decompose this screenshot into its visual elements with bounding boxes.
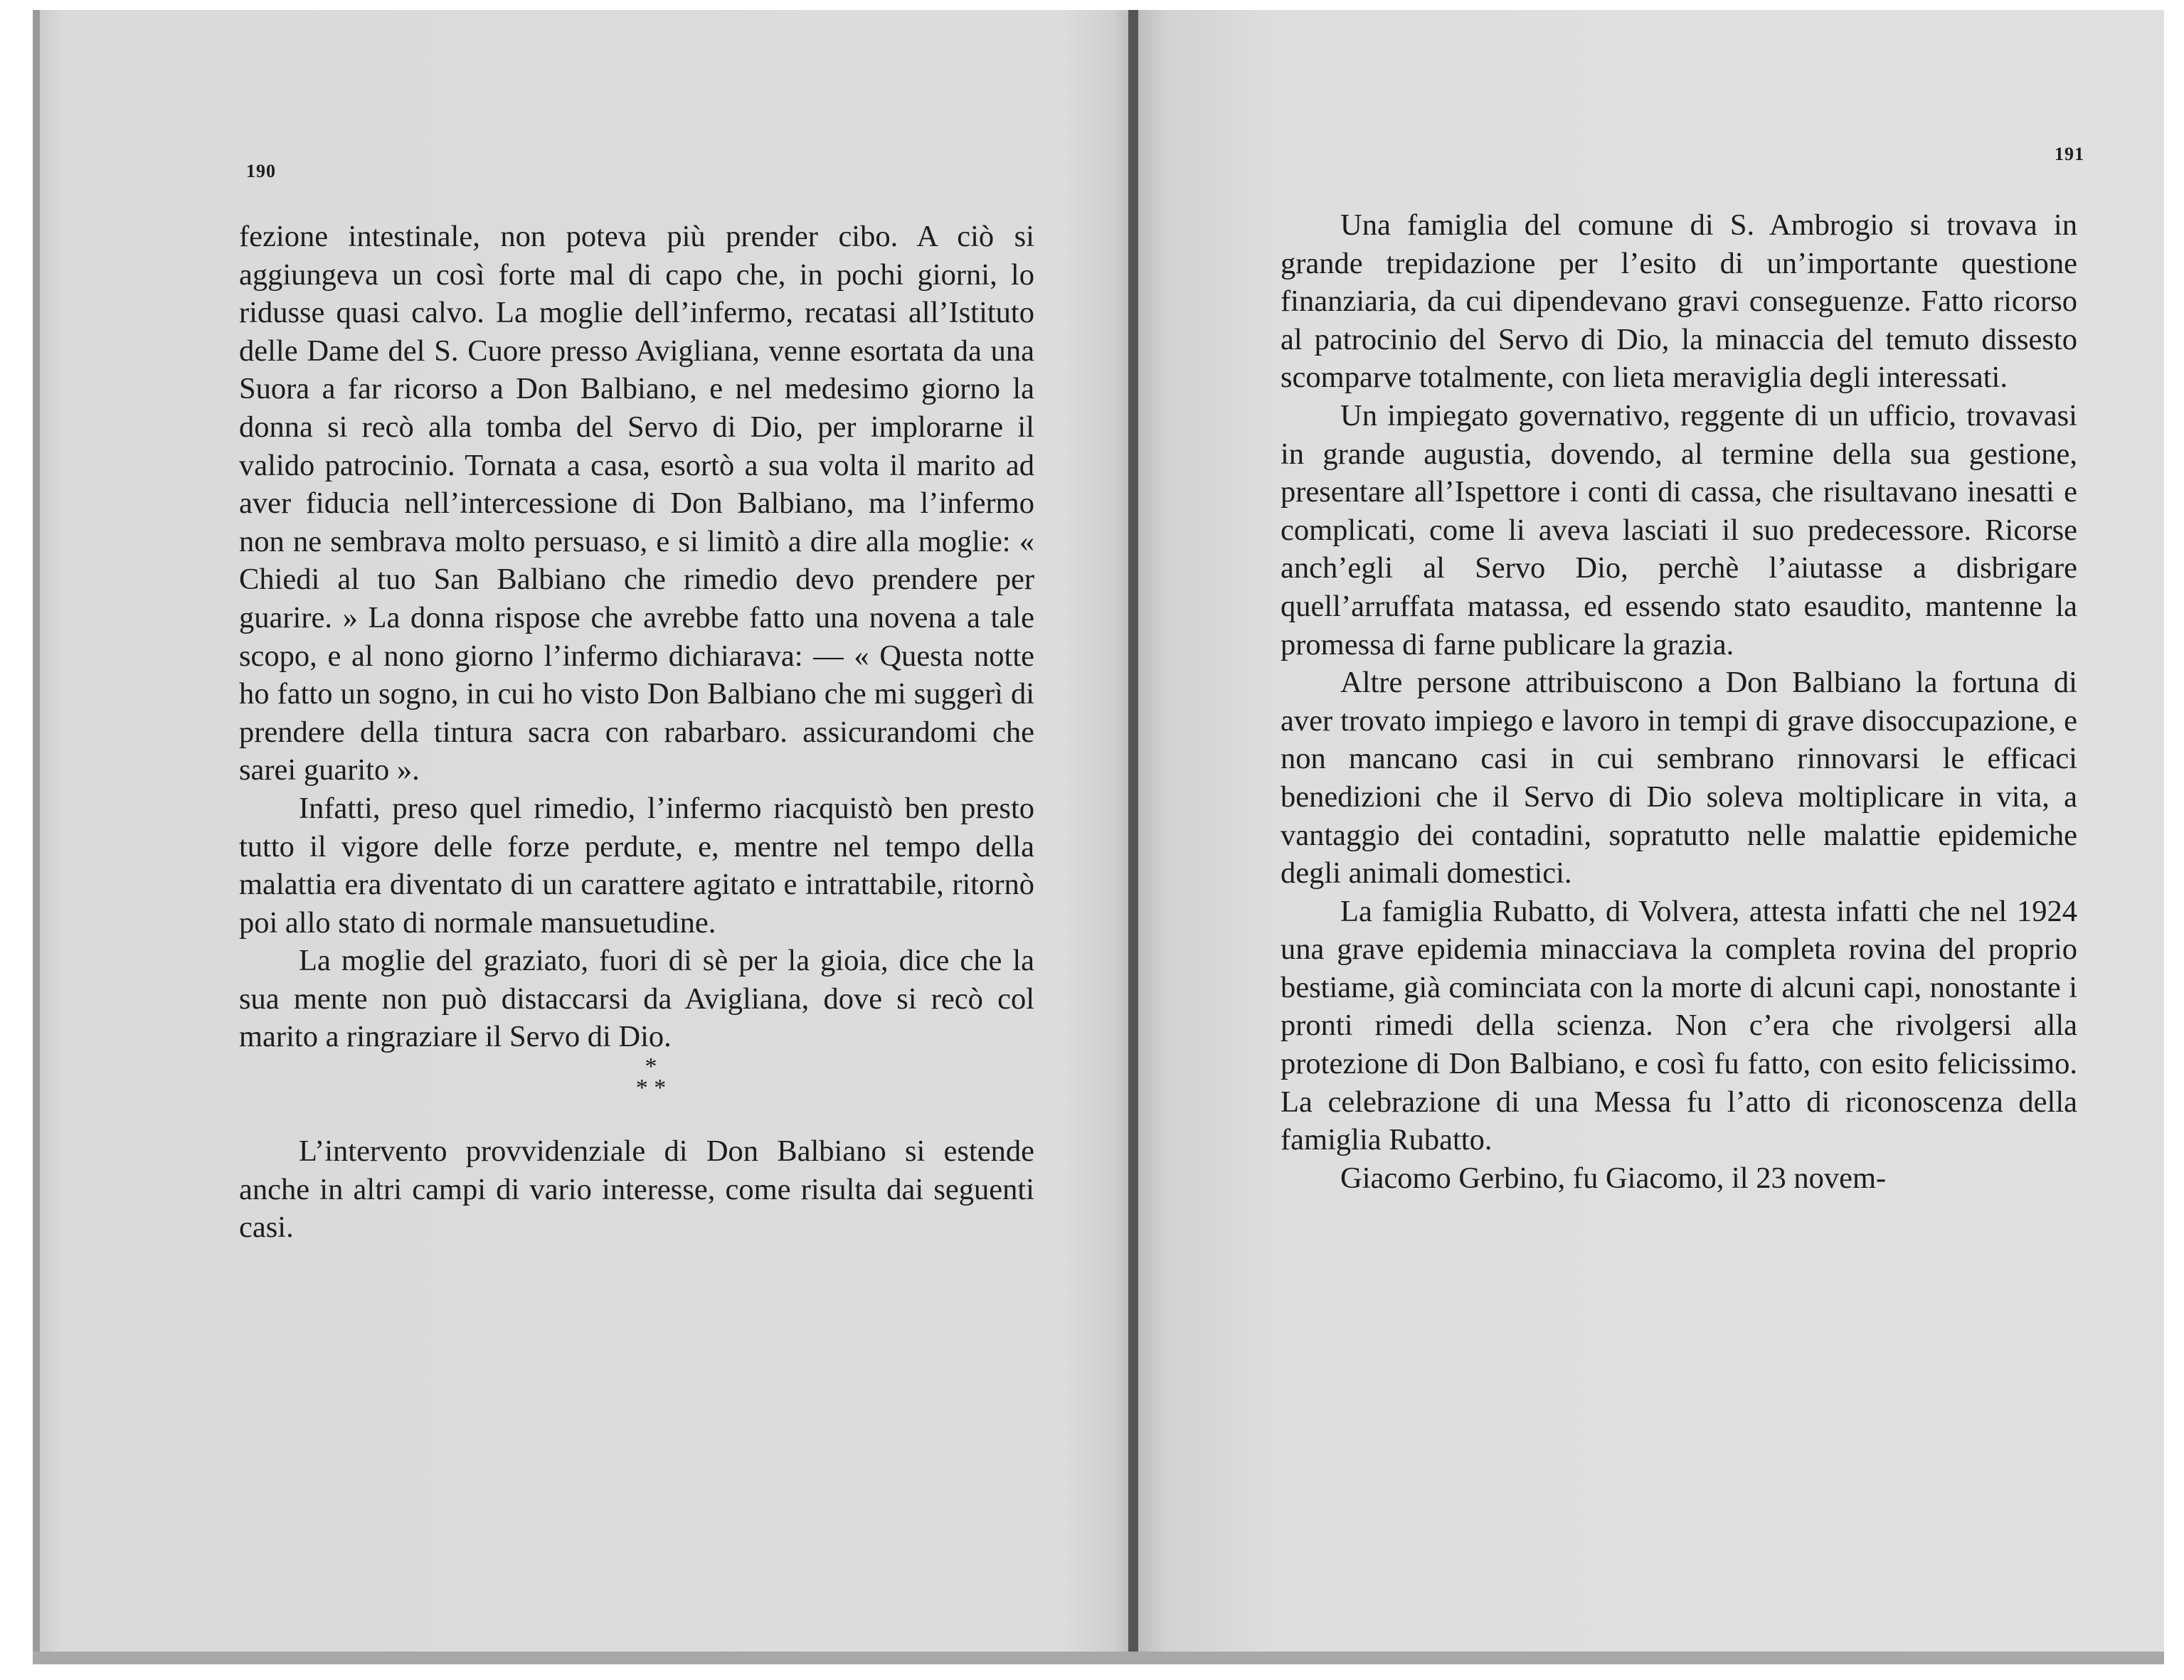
paragraph: Giacomo Gerbino, fu Giacomo, il 23 novem- xyxy=(1340,1161,1887,1195)
page-bottom-edge xyxy=(33,1652,2164,1664)
paragraph: Una famiglia del comune di S. Ambrogio si trovava in grande trepidazione per l’esito di un’importante questione finanziaria, da cui dipendevano gravi conseguenze. Fatto ricorso al patrocinio del Servo di Dio, la minaccia del temuto dissesto scomparve totalmente, con lieta meraviglia degli interessati. xyxy=(1281,208,2077,395)
paragraph: Infatti, preso quel rimedio, l’infermo riacquistò ben presto tutto il vigore delle forze perdute, e, mentre nel tempo della malattia era diventato di un carattere agitato e intrattabile, ritornò poi allo stato di normale mansuetudine. xyxy=(239,791,1034,940)
right-page-text xyxy=(1281,206,2077,1197)
asterism-bottom: * * xyxy=(635,1075,667,1102)
left-page xyxy=(33,10,1128,1664)
right-page xyxy=(1138,10,2164,1664)
paragraph: La famiglia Rubatto, di Volvera, attesta infatti che nel 1924 una grave epidemia minacciava la completa rovina del proprio bestiame, già cominciata con la morte di alcuni capi, nonostante i pronti rimedi della scienza. Non c’era che rivolgersi alla protezione di Don Balbiano, e così fu fatto, con esito felicissimo. La celebrazione di una Messa fu l’atto di riconoscenza della famiglia Rubatto. xyxy=(1281,894,2077,1157)
paragraph: Altre persone attribuiscono a Don Balbiano la fortuna di aver trovato impiego e lavoro in tempi di grave disoccupazione, e non mancano casi in cui sembrano rinnovarsi le efficaci benedizioni che il Servo di Dio soleva moltiplicare in vita, a vantaggio dei contadini, sopratutto nelle malattie epidemiche degli animali domestici. xyxy=(1281,666,2077,890)
left-page-text xyxy=(239,218,1034,1247)
paragraph: Un impiegato governativo, reggente di un ufficio, trovavasi in grande augustia, dovendo, al termine della sua gestione, presentare all’Ispettore i conti di cassa, che risultavano inesatti e complicati, come li aveva lasciati il suo predecessore. Ricorse anch’egli al Servo Dio, perchè l’aiutasse a disbrigare quell’arruffata matassa, ed essendo stato esaudito, mantenne la promessa di farne publicare la grazia. xyxy=(1281,398,2077,661)
asterism-top: * xyxy=(645,1053,657,1080)
paragraph: L’intervento provvidenziale di Don Balbiano si estende anche in altri campi di vario interesse, come risulta dai seguenti casi. xyxy=(239,1134,1034,1245)
paragraph: La moglie del graziato, fuori di sè per la gioia, dice che la sua mente non può distaccarsi da Avigliana, dove si recò col marito a ringraziare il Servo di Dio. xyxy=(239,944,1034,1054)
page-number: 191 xyxy=(2055,144,2084,164)
book-spread xyxy=(33,10,2164,1664)
section-separator xyxy=(239,1053,1034,1132)
page-edge xyxy=(33,10,40,1664)
book-gutter xyxy=(1128,10,1138,1664)
paragraph: fezione intestinale, non poteva più prender cibo. A ciò si aggiungeva un così forte mal di capo che, in pochi giorni, lo ridusse quasi calvo. La moglie dell’infermo, recatasi all’Istituto delle Dame del S. Cuore presso Avigliana, venne esortata da una Suora a far ricorso a Don Balbiano, e nel medesimo giorno la donna si recò alla tomba del Servo di Dio, per implorarne il valido patrocinio. Tornata a casa, esortò a sua volta il marito ad aver fiducia nell’intercessione di Don Balbiano, ma l’infermo non ne sembrava molto persuaso, e si limitò a dire alla moglie: « Chiedi al tuo San Balbiano che rimedio devo prendere per guarire. » La donna rispose che avrebbe fatto una novena a tale scopo, e al nono giorno l’infermo dichiarava: — « Questa notte ho fatto un sogno, in cui ho visto Don Balbiano che mi suggerì di prendere della tintura sacra con rabarbaro. assicurandomi che sarei guarito ». xyxy=(239,220,1034,787)
page-number: 190 xyxy=(246,161,276,181)
